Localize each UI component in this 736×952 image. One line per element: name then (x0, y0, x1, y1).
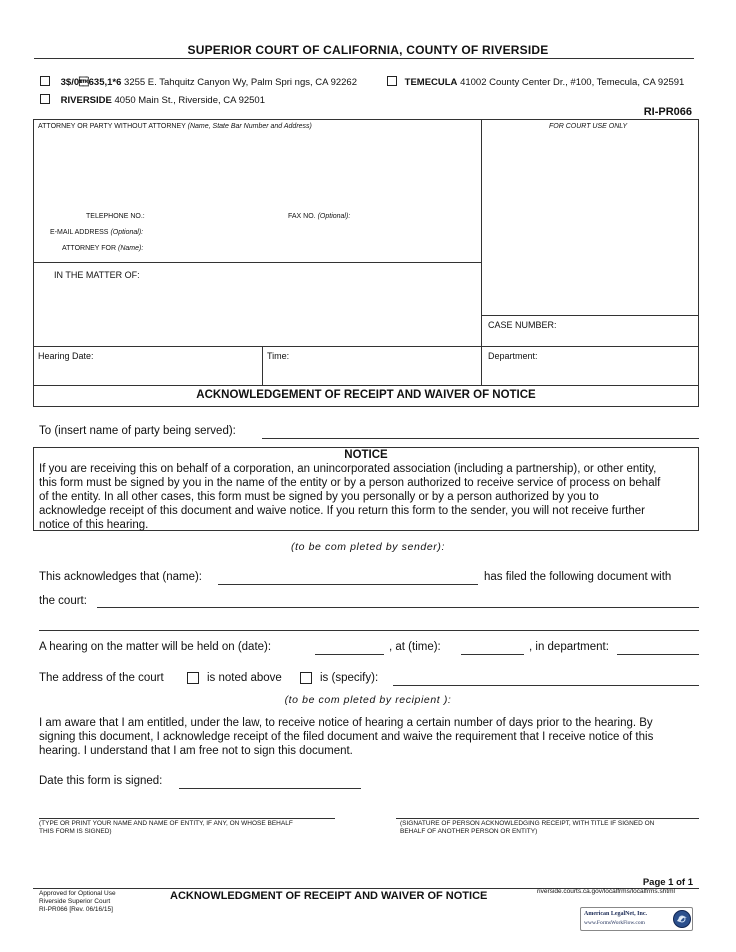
address-specify-label: is (specify): (320, 672, 379, 684)
caption-divider-time (262, 346, 263, 385)
hearing-time-field[interactable] (461, 654, 524, 655)
footer-url[interactable]: riverside.courts.ca.gov/localfrms/localfrms.shtml (537, 888, 675, 895)
american-legalnet-logo (580, 907, 693, 931)
notice-line: acknowledge receipt of this document and waive notice. If you return this form to the sender, you will not receive further (39, 505, 645, 517)
signature-line[interactable] (396, 818, 699, 819)
date-signed-field[interactable] (179, 788, 361, 789)
location-checkbox-riverside[interactable] (40, 94, 50, 104)
hearing-date-label: Hearing Date: (38, 351, 94, 361)
statement-line: signing this document, I acknowledge receipt of the filed document and waive the requirement that I receive notice of this (39, 731, 654, 743)
name-line-caption: (TYPE OR PRINT YOUR NAME AND NAME OF ENTITY, IF ANY, ON WHOSE BEHALF THIS FORM IS SIGNED) (39, 820, 293, 835)
ack-court-label: the court: (39, 595, 87, 607)
attorney-for-label: ATTORNEY FOR (Name): (62, 245, 144, 252)
statement-line: I am aware that I am entitled, under the law, to receive notice of hearing a certain number of days prior to the hearing. By (39, 717, 653, 729)
date-signed-label: Date this form is signed: (39, 775, 163, 787)
location-name: RIVERSIDE (60, 95, 112, 106)
statement-text (39, 716, 653, 758)
recipient-note: (to be com pleted by recipient ): (284, 694, 452, 706)
logo-company-text: American LegalNet, Inc. (584, 911, 647, 917)
to-field[interactable] (262, 438, 699, 439)
email-label: E-MAIL ADDRESS (Optional): (50, 229, 144, 236)
footer-title: ACKNOWLEDGMENT OF RECEIPT AND WAIVER OF NOTICE (170, 890, 488, 902)
logo-url-text: www.FormsWorkFlow.com (584, 920, 645, 926)
notice-heading: NOTICE (344, 449, 388, 461)
caption-divider-court-use (481, 315, 699, 316)
time-label: Time: (267, 351, 290, 361)
header-divider (34, 58, 694, 59)
notice-text (39, 462, 660, 532)
approved-text: Approved for Optional Use Riverside Superior Court RI-PR066 [Rev. 06/16/15] (39, 890, 116, 913)
case-number-label: CASE NUMBER: (488, 320, 557, 330)
caption-divider-hearing (33, 346, 699, 347)
document-field-1[interactable] (97, 607, 699, 608)
location-checkbox-palm-springs[interactable] (40, 76, 50, 86)
notice-line: of the entity. In all other cases, this form must be signed by you personally or by a person authorized by you to (39, 491, 599, 503)
caption-box (33, 119, 699, 407)
notice-line: If you are receiving this on behalf of a corporation, an unincorporated association (including a partnership), or other entity, (39, 463, 657, 475)
attorney-label: ATTORNEY OR PARTY WITHOUT ATTORNEY (Name, State Bar Number and Address) (38, 123, 312, 130)
location-address: 4050 Main St., Riverside, CA 92501 (114, 95, 266, 106)
location-temecula (387, 76, 684, 88)
hearing-date-field[interactable] (315, 654, 384, 655)
department-label: Department: (488, 351, 538, 361)
address-specify-checkbox[interactable] (300, 672, 312, 684)
notice-line: this form must be signed by you in the name of the entity or by a person authorized to receive service of process on behalf (39, 477, 661, 489)
document-field-2[interactable] (39, 630, 699, 631)
location-name: TEMECULA (404, 77, 458, 88)
location-address: 41002 County Center Dr., #100, Temecula, CA 92591 (460, 77, 685, 88)
ack-name-field[interactable] (218, 584, 478, 585)
sender-note: (to be com pleted by sender): (291, 541, 445, 553)
notice-line: notice of this hearing. (39, 519, 149, 531)
address-noted-label: is noted above (207, 672, 282, 684)
address-label: The address of the court (39, 672, 164, 684)
court-use-label: FOR COURT USE ONLY (549, 123, 628, 130)
to-label: To (insert name of party being served): (39, 425, 236, 437)
address-noted-checkbox[interactable] (187, 672, 199, 684)
ack-filed-label: has filed the following document with (484, 571, 672, 583)
location-checkbox-temecula[interactable] (387, 76, 397, 86)
caption-divider-title (33, 385, 699, 386)
caption-divider-attorney (33, 262, 481, 263)
hearing-dept-label: , in department: (529, 641, 609, 653)
telephone-label: TELEPHONE NO.: (86, 213, 145, 220)
name-line[interactable] (39, 818, 335, 819)
matter-label: IN THE MATTER OF: (54, 270, 140, 280)
logo-globe-icon (672, 909, 692, 929)
statement-line: hearing. I understand that I am free not to sign this document. (39, 745, 353, 757)
hearing-time-label: , at (time): (389, 641, 441, 653)
location-palm-springs (40, 76, 357, 88)
fax-label: FAX NO. (Optional): (288, 213, 351, 220)
location-riverside (40, 94, 265, 106)
ack-label: This acknowledges that (name): (39, 571, 202, 583)
signature-line-caption: (SIGNATURE OF PERSON ACKNOWLEDGING RECEIPT, WITH TITLE IF SIGNED ON BEHALF OF ANOTHER PERSON OR ENTITY) (400, 820, 655, 835)
location-name: 3$/0635,1*6 (60, 77, 122, 88)
court-title: SUPERIOR COURT OF CALIFORNIA, COUNTY OF RIVERSIDE (187, 43, 549, 57)
hearing-label: A hearing on the matter will be held on (date): (39, 641, 272, 653)
location-address: 3255 E. Tahquitz Canyon Wy, Palm Spri ngs, CA 92262 (124, 77, 358, 88)
hearing-dept-field[interactable] (617, 654, 699, 655)
address-specify-field[interactable] (393, 685, 699, 686)
page-number: Page 1 of 1 (642, 877, 693, 888)
form-title: ACKNOWLEDGEMENT OF RECEIPT AND WAIVER OF NOTICE (196, 389, 536, 401)
form-number: RI-PR066 (643, 106, 692, 118)
